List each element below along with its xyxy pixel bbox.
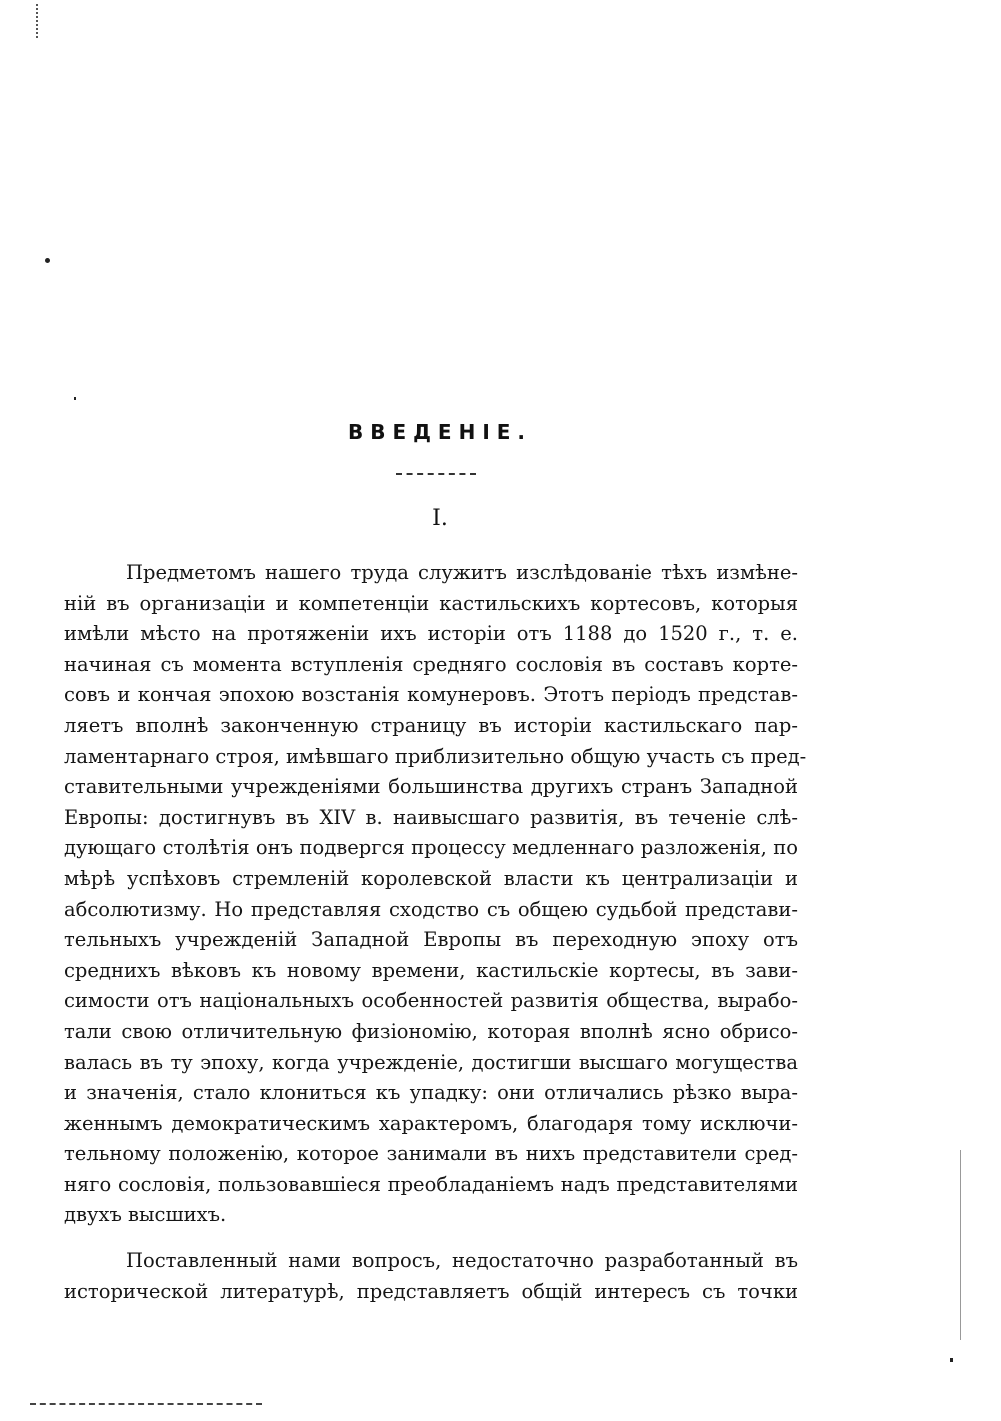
text-line: ламентарнаго строя, имѣвшаго приблизительно общую участь съ пред- (64, 744, 807, 768)
scan-artifact-bottom-rule (30, 1403, 262, 1405)
text-line: дующаго столѣтія онъ подвергся процессу медленнаго разложенія, по (64, 836, 798, 860)
text-line: ній въ организаціи и компетенціи кастильскихъ кортесовъ, которыя (64, 591, 798, 615)
text-line: ляетъ вполнѣ законченную страницу въ исторіи кастильскаго пар- (64, 713, 798, 737)
scan-speck (74, 397, 76, 400)
text-line: Поставленный нами вопросъ, недостаточно разработанный въ (126, 1249, 798, 1272)
page-title: ВВЕДЕНІЕ. (347, 420, 533, 444)
scan-artifact-top-left (36, 4, 38, 38)
title-divider (396, 473, 476, 475)
text-line: тали свою отличительную физіономію, которая вполнѣ ясно обрисо- (64, 1019, 798, 1043)
section-number: I. (432, 506, 448, 531)
paragraph-1 (64, 558, 807, 1231)
text-line: совъ и кончая эпохою возстанія комунеровъ. Этотъ періодъ представ- (64, 683, 798, 707)
text-line: няго сословія, пользовавшіеся преобладаніемъ надъ представителями (64, 1172, 798, 1196)
text-line: исторической литературѣ, представляетъ общій интересъ съ точки (64, 1279, 798, 1303)
paragraph-2 (64, 1246, 798, 1307)
scan-speck (950, 1358, 953, 1362)
text-line: тельному положенію, которое занимали въ нихъ представители сред- (64, 1142, 798, 1166)
text-line: среднихъ вѣковъ къ новому времени, кастильскіе кортесы, въ зави- (64, 958, 798, 982)
text-line: имѣли мѣсто на протяженіи ихъ исторіи отъ 1188 до 1520 г., т. е. (64, 622, 798, 646)
text-line: и значенія, стало клониться къ упадку: они отличались рѣзко выра- (64, 1081, 798, 1105)
text-line: ставительными учрежденіями большинства другихъ странъ Западной (64, 775, 798, 799)
text-line: Предметомъ нашего труда служитъ изслѣдованіе тѣхъ измѣне- (126, 561, 798, 584)
text-line: абсолютизму. Но представляя сходство съ общею судьбой представи- (64, 897, 798, 921)
scan-speck (45, 258, 50, 263)
text-line: тельныхъ учрежденій Западной Европы въ переходную эпоху отъ (64, 928, 798, 952)
text-line: симости отъ національныхъ особенностей развитія общества, вырабо- (64, 989, 798, 1013)
text-line: двухъ высшихъ. (64, 1203, 227, 1227)
text-line: валась въ ту эпоху, когда учрежденіе, достигши высшаго могущества (64, 1050, 798, 1074)
text-line: мѣрѣ успѣховъ стремленій королевской власти къ централизаціи и (64, 866, 798, 890)
text-line: начиная съ момента вступленія средняго сословія въ составъ корте- (64, 652, 798, 676)
text-line: женнымъ демократическимъ характеромъ, благодаря тому исключи- (64, 1111, 798, 1135)
text-line: Европы: достигнувъ въ XIV в. наивысшаго развитія, въ теченіе слѣ- (64, 805, 798, 829)
scan-artifact-right-edge (960, 1150, 961, 1340)
